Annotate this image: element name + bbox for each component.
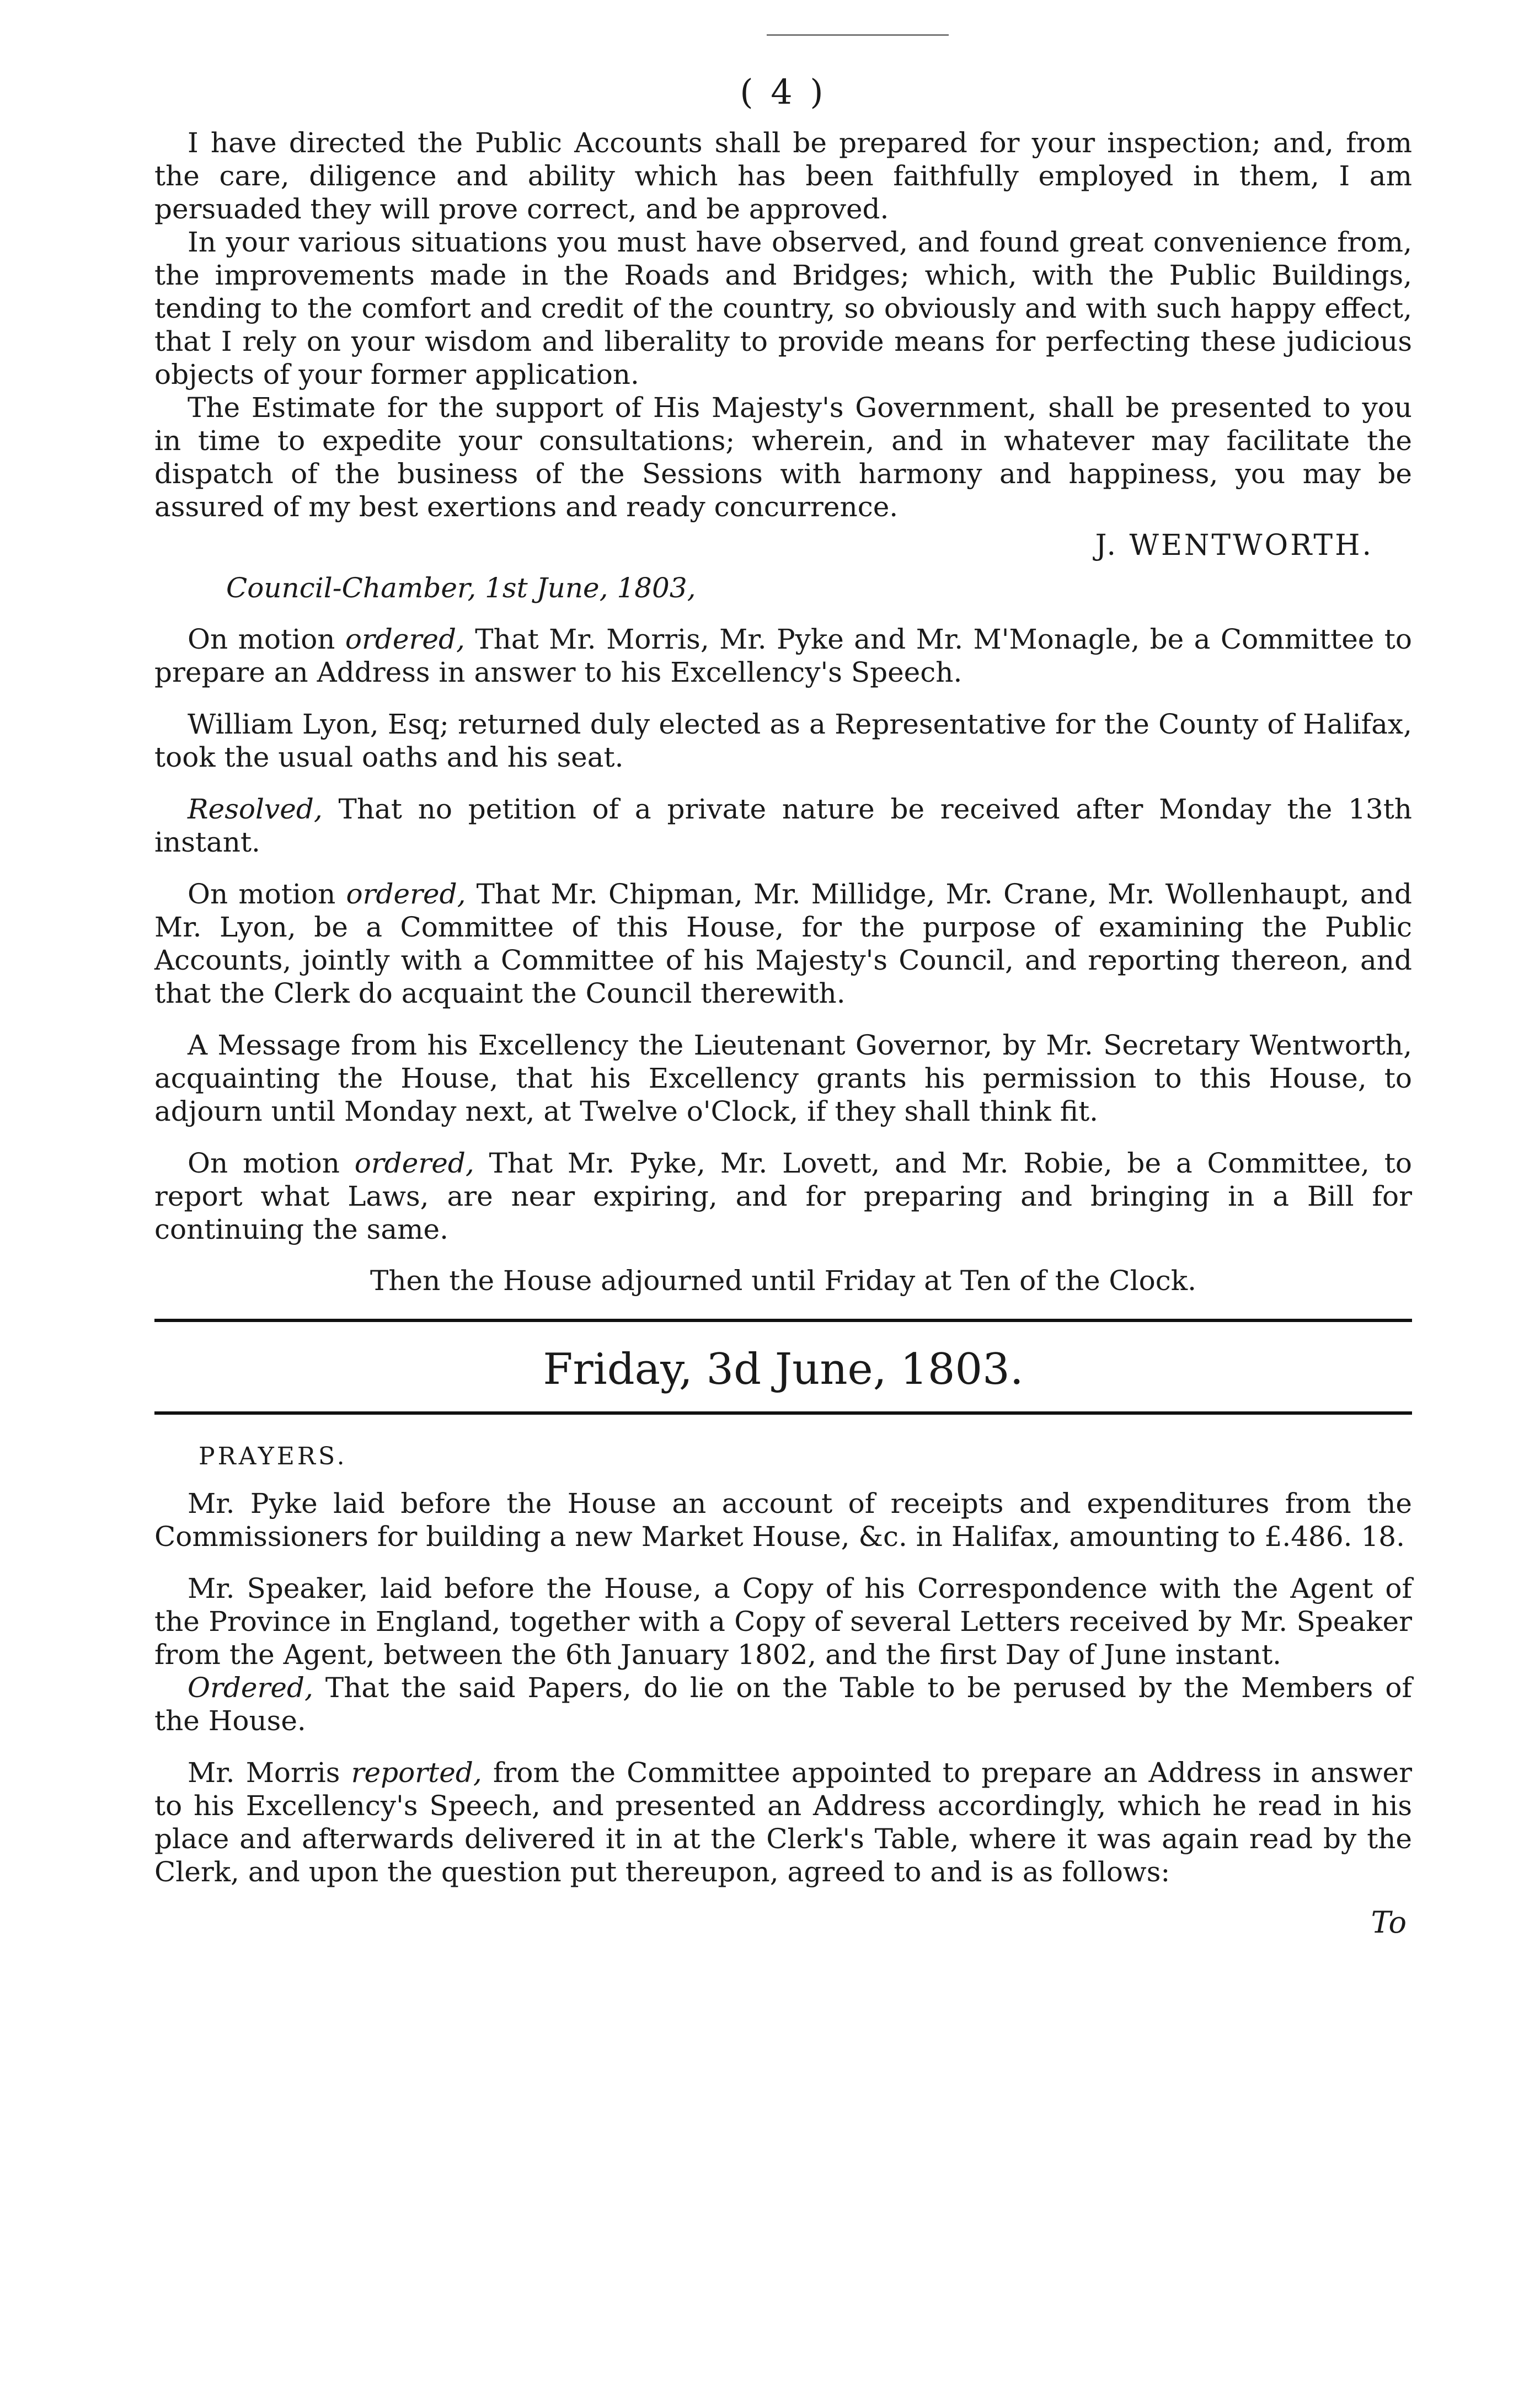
entry-ordered: ordered,: [354, 1147, 474, 1179]
entry-committee-address: [154, 623, 1412, 689]
speech-paragraph-2: In your various situations you must have observed, and found great convenience from, the improvements made in the Roads and Bridges; which, with the Public Buildings, tending to the comfort and credit of the country, so obviously and with such happy effect, that I rely on your wisdom and liberality to provide means for perfecting these judicious objects of your former application.: [154, 226, 1412, 390]
entry-text: That no petition of a private nature be received after Monday the 13th instant.: [154, 793, 1412, 858]
entry-ordered: ordered,: [346, 878, 466, 910]
entry-papers-ordered: [154, 1671, 1412, 1737]
entry-lead: On motion: [188, 623, 345, 655]
entry-text: That Mr. Pyke, Mr. Lovett, and Mr. Robie, be a Committee, to report what Laws, are near expiring, and for preparing and bringing in a Bill for continuing the same.: [154, 1147, 1412, 1245]
entry-text: That Mr. Chipman, Mr. Millidge, Mr. Crane, Mr. Wollenhaupt, and Mr. Lyon, be a Committee of this House, for the purpose of examining the Public Accounts, jointly with a Committee of his Majesty's Council, and reporting thereon, and that the Clerk do acquaint the Council therewith.: [154, 878, 1412, 1009]
entry-text: That Mr. Morris, Mr. Pyke and Mr. M'Monagle, be a Committee to prepare an Address in answer to his Excellency's Speech.: [154, 623, 1412, 688]
page-number: ( 4 ): [740, 72, 827, 112]
entry-lead: On motion: [188, 1147, 355, 1179]
adjournment-line: Then the House adjourned until Friday at Ten of the Clock.: [370, 1265, 1196, 1297]
entry-william-lyon: William Lyon, Esq; returned duly elected as a Representative for the County of Halifax, took the usual oaths and his seat.: [154, 708, 1412, 773]
prayers-heading: PRAYERS.: [199, 1442, 347, 1470]
entry-laws-committee: [154, 1147, 1412, 1246]
day-heading: Friday, 3d June, 1803.: [543, 1345, 1024, 1394]
entry-text: That the said Papers, do lie on the Table to be perused by the Members of the House.: [154, 1672, 1412, 1737]
entry-message-governor: A Message from his Excellency the Lieutenant Governor, by Mr. Secretary Wentworth, acquainting the House, that his Excellency grants his permission to this House, to adjourn until Monday next, at Twelve o'Clock, if they shall think fit.: [154, 1029, 1412, 1127]
entry-resolved: Resolved,: [188, 793, 323, 825]
entry-reported: reported,: [351, 1757, 482, 1789]
entry-ordered: ordered,: [345, 623, 465, 655]
entry-speaker-correspondence: Mr. Speaker, laid before the House, a Copy of his Correspondence with the Agent of the Province in England, together with a Copy of several Letters received by Mr. Speaker from the Agent, between the 6th January 1802, and the first Day of June instant.: [154, 1572, 1412, 1671]
speech-paragraph-3: The Estimate for the support of His Majesty's Government, shall be presented to you in time to expedite your consultations; wherein, and in whatever may facilitate the dispatch of the business of the Sessions with harmony and happiness, you may be assured of my best exertions and ready concurrence.: [154, 392, 1412, 523]
header-rule: [767, 34, 949, 36]
speech-paragraph-1: I have directed the Public Accounts shall be prepared for your inspection; and, from the care, diligence and ability which has been faithfully employed in them, I am persuaded they will prove correct, and be approved.: [154, 127, 1412, 225]
signature: J. WENTWORTH.: [1095, 529, 1373, 562]
entry-resolved-petitions: [154, 793, 1412, 859]
section-rule-bottom: [154, 1411, 1412, 1415]
entry-ordered: Ordered,: [188, 1672, 313, 1704]
place-date: Council-Chamber, 1st June, 1803,: [226, 572, 696, 604]
entry-public-accounts-committee: [154, 878, 1412, 1010]
document-page: [154, 72, 1412, 1940]
entry-address-reported: [154, 1756, 1412, 1888]
catchword: To: [1371, 1905, 1407, 1940]
entry-text: from the Committee appointed to prepare an Address in answer to his Excellency's Speech, and presented an Address accordingly, which he read in his place and afterwards delivered it in at the Clerk's Table, where it was again read by the Clerk, and upon the question put thereupon, agreed to and is as follows:: [154, 1757, 1412, 1888]
section-rule-top: [154, 1319, 1412, 1322]
entry-lead: On motion: [188, 878, 346, 910]
entry-market-house-account: Mr. Pyke laid before the House an account of receipts and expenditures from the Commissioners for building a new Market House, &c. in Halifax, amounting to £.486. 18.: [154, 1488, 1412, 1553]
entry-lead: Mr. Morris: [188, 1757, 351, 1789]
